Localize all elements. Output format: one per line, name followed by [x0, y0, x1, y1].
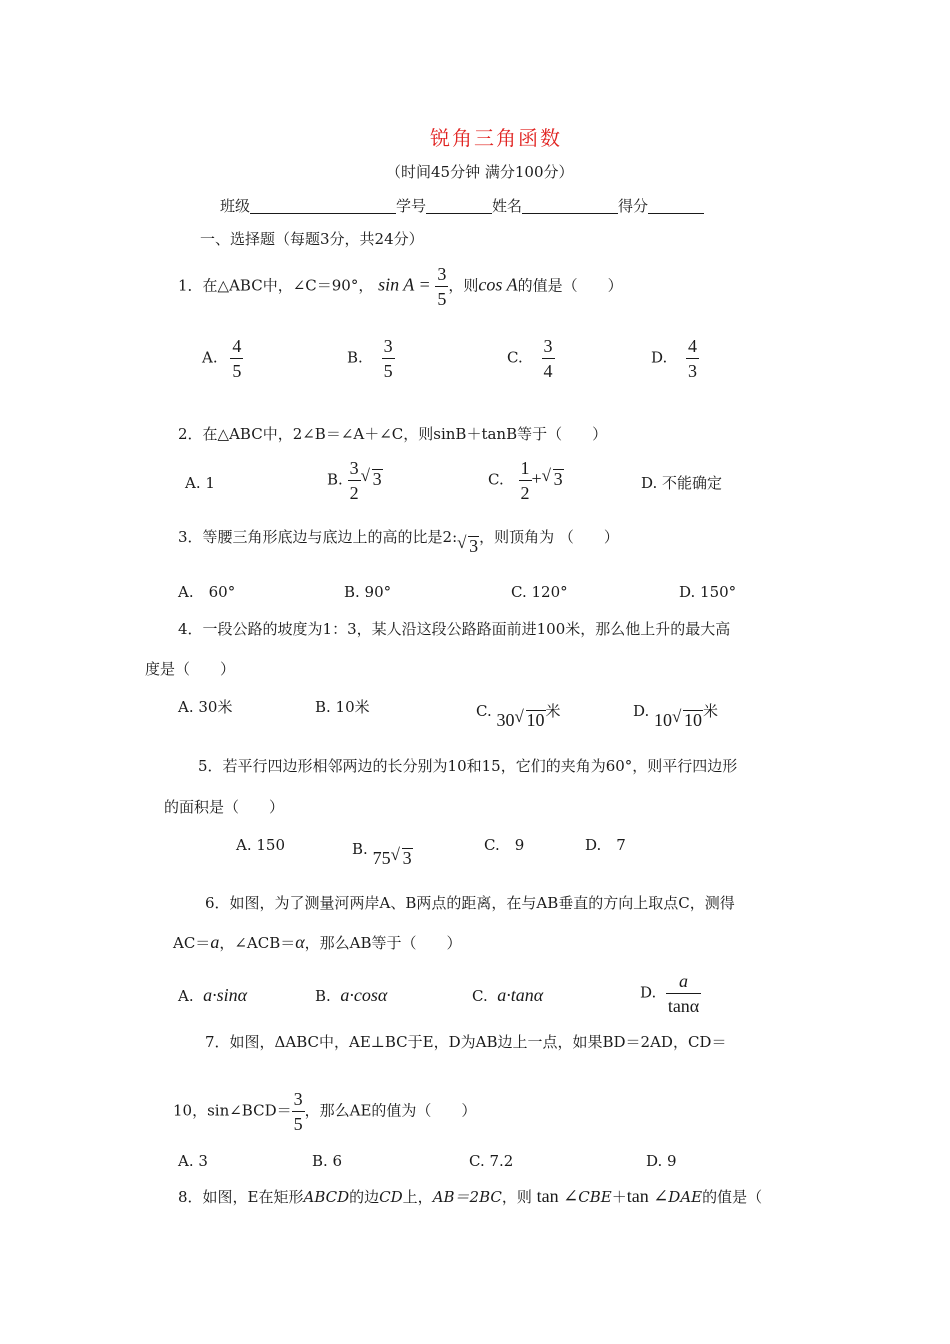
q4-d-label: D. [633, 702, 650, 720]
q2-b-label: B. [327, 470, 343, 489]
q4-d-sqrt: √ 10 [672, 707, 703, 730]
q7-text-a: 10，sin∠BCD＝ [173, 1101, 292, 1120]
q8-cd: CD [379, 1188, 403, 1206]
q1-option-a [202, 337, 243, 380]
q3-option-d: D. 150° [679, 583, 737, 601]
q6-option-d [640, 972, 701, 1015]
q2-option-b [327, 459, 383, 502]
q1-a-den: 5 [232, 361, 242, 381]
q5-b-math [372, 845, 413, 868]
q4-d-unit: 米 [703, 702, 719, 720]
q2-c-plus: + [531, 468, 542, 489]
q2-c-num: 1 [519, 459, 532, 481]
q1-text-c: 的值是（ ） [517, 276, 623, 295]
q6-text-c: ，那么AB等于（ ） [304, 934, 462, 952]
q6-text-b: ，∠ACB＝ [219, 934, 296, 952]
question-6-line1: 6．如图，为了测量河两岸A、B两点的距离，在与AB垂直的方向上取点C，测得 [205, 894, 735, 912]
q8-text-b: 的边 [349, 1188, 380, 1206]
q6-option-b [315, 986, 387, 1004]
number-label: 学号 [396, 197, 427, 215]
q1-a-frac [230, 337, 243, 380]
q4-option-c [476, 700, 561, 730]
q8-text-e: 的值是（ [702, 1188, 763, 1206]
q4-c-math [496, 707, 546, 730]
q3-text-a: 3．等腰三角形底边与底边上的高的比是2: [178, 528, 458, 546]
q6-c-label: C. [472, 987, 488, 1005]
q1-c-label: C. [507, 348, 523, 367]
q1-d-den: 3 [688, 361, 698, 381]
class-label: 班级 [220, 197, 251, 215]
score-label: 得分 [618, 197, 649, 215]
q5-option-d: D. 7 [585, 836, 626, 854]
q6-a-label: A. [178, 987, 194, 1005]
question-3 [178, 526, 619, 556]
q5-b-coef: 75 [372, 848, 391, 868]
q2-b-den: 2 [349, 483, 359, 503]
q1-c-den: 4 [543, 361, 553, 381]
q2-c-den: 2 [520, 483, 530, 503]
q1-math: sin A = [378, 274, 431, 295]
q2-c-frac [519, 459, 532, 502]
q5-option-b [352, 838, 413, 868]
class-field [220, 199, 704, 214]
q2-b-num: 3 [348, 459, 361, 481]
q8-tan-2: tan ∠ [626, 1186, 669, 1206]
q1-text-b: ，则 [448, 276, 479, 295]
q7-option-c: C. 7.2 [469, 1152, 514, 1170]
q3-option-b: B. 90° [344, 583, 392, 601]
q8-cbe: CBE [578, 1188, 612, 1206]
q5-b-sqrt: √ 3 [390, 845, 412, 868]
question-7-line1: 7．如图，ΔABC中，AE⊥BC于E，D为AB边上一点，如果BD＝2AD，CD＝ [205, 1033, 727, 1051]
q2-c-sqrt: √ 3 [541, 465, 563, 489]
q6-d-frac [666, 972, 701, 1015]
q4-c-radicand: 10 [526, 710, 545, 730]
q6-var-alpha: α [295, 932, 305, 952]
q3-option-c: C. 120° [511, 583, 568, 601]
q6-option-c [472, 986, 543, 1004]
section-heading: 一、选择题（每题3分，共24分） [200, 230, 424, 248]
q7-option-a: A. 3 [178, 1152, 208, 1170]
q2-b-frac [348, 459, 361, 502]
q4-d-radicand: 10 [684, 710, 703, 730]
question-4-line1: 4．一段公路的坡度为1：3，某人沿这段公路路面前进100米，那么他上升的最大高 [178, 620, 731, 638]
question-5-line1: 5．若平行四边形相邻两边的长分别为10和15，它们的夹角为60°，则平行四边形 [198, 757, 738, 775]
q4-option-d [633, 700, 719, 730]
q8-ab-2bc: AB＝2BC [432, 1188, 502, 1206]
page-subtitle: （时间45分钟 满分100分） [386, 163, 574, 181]
q5-option-a: A. 150 [236, 836, 285, 854]
q8-plus: ＋ [611, 1188, 627, 1206]
q8-dae: DAE [668, 1188, 703, 1206]
question-8 [178, 1187, 762, 1205]
q4-d-coef: 10 [654, 710, 673, 730]
q6-var-a: a [210, 932, 220, 952]
q7-option-d: D. 9 [646, 1152, 677, 1170]
q7-text-b: ，那么AE的值为（ ） [304, 1101, 477, 1120]
q1-frac-den: 5 [437, 289, 447, 309]
q8-text-d: ，则 [501, 1188, 532, 1206]
q6-d-num: a [666, 972, 701, 994]
q1-b-num: 3 [382, 337, 395, 359]
q1-d-num: 4 [686, 337, 699, 359]
q8-tan-1: tan ∠ [536, 1186, 579, 1206]
q1-frac-num: 3 [435, 265, 448, 287]
q2-c-radicand: 3 [553, 468, 563, 489]
q1-a-num: 4 [230, 337, 243, 359]
q3-radicand: 3 [469, 536, 479, 556]
q1-b-den: 5 [383, 361, 393, 381]
q8-text-a: 8．如图，E在矩形 [178, 1188, 304, 1206]
question-7-line2 [173, 1090, 476, 1133]
q2-option-d: D. 不能确定 [641, 474, 723, 492]
q2-b-radicand: 3 [372, 468, 382, 489]
q7-fraction [292, 1090, 305, 1133]
q1-c-frac [542, 337, 555, 380]
q4-c-unit: 米 [545, 702, 561, 720]
q3-sqrt: √ 3 [457, 533, 479, 556]
q4-c-sqrt: √ 10 [514, 707, 545, 730]
q7-frac-den: 5 [293, 1114, 303, 1134]
q4-d-math [654, 707, 703, 730]
q1-option-c [507, 337, 555, 380]
question-6-line2 [173, 933, 462, 951]
name-blank [522, 199, 618, 214]
q1-d-label: D. [651, 348, 668, 367]
q6-b-math: a·cosα [340, 985, 388, 1005]
q4-option-b: B. 10米 [315, 698, 370, 716]
q1-b-label: B. [347, 348, 363, 367]
q6-d-label: D. [640, 983, 657, 1002]
q3-option-a: A. 60° [178, 583, 236, 601]
q4-c-coef: 30 [496, 710, 515, 730]
q5-b-label: B. [352, 840, 368, 858]
q1-b-frac [382, 337, 395, 380]
q6-text-a: AC＝ [173, 934, 211, 952]
q6-option-a [178, 986, 247, 1004]
class-blank [250, 199, 396, 214]
q6-b-label: B. [315, 987, 331, 1005]
q2-option-a: A. 1 [185, 474, 215, 492]
q1-math2: cos A [478, 274, 518, 295]
score-blank [648, 199, 704, 214]
q6-d-den: tanα [667, 996, 700, 1016]
q1-option-d [651, 337, 699, 380]
q4-option-a: A. 30米 [178, 698, 233, 716]
q1-c-num: 3 [542, 337, 555, 359]
q2-b-sqrt: √ 3 [360, 465, 382, 489]
question-5-line2: 的面积是（ ） [164, 798, 285, 816]
q6-a-math: a·sinα [203, 985, 248, 1005]
question-4-line2: 度是（ ） [145, 660, 236, 678]
q4-c-label: C. [476, 702, 492, 720]
q5-b-radicand: 3 [402, 848, 412, 868]
q1-text-a: 1．在△ABC中，∠C＝90°， [178, 276, 374, 295]
number-blank [426, 199, 492, 214]
q1-fraction [435, 265, 448, 308]
q8-text-c: 上， [402, 1188, 433, 1206]
question-2: 2．在△ABC中，2∠B＝∠A＋∠C，则sinB＋tanB等于（ ） [178, 425, 608, 443]
q6-c-math: a·tanα [497, 985, 544, 1005]
q8-abcd: ABCD [303, 1188, 350, 1206]
question-1 [178, 265, 623, 308]
q2-option-c [488, 459, 564, 502]
page-title: 锐角三角函数 [430, 126, 562, 150]
q1-option-b [347, 337, 395, 380]
q1-a-label: A. [202, 348, 218, 367]
q2-c-label: C. [488, 470, 504, 489]
name-label: 姓名 [492, 197, 523, 215]
q7-option-b: B. 6 [312, 1152, 343, 1170]
q1-d-frac [686, 337, 699, 380]
q7-frac-num: 3 [292, 1090, 305, 1112]
q5-option-c: C. 9 [484, 836, 525, 854]
q3-text-b: ，则顶角为 （ ） [479, 528, 619, 546]
